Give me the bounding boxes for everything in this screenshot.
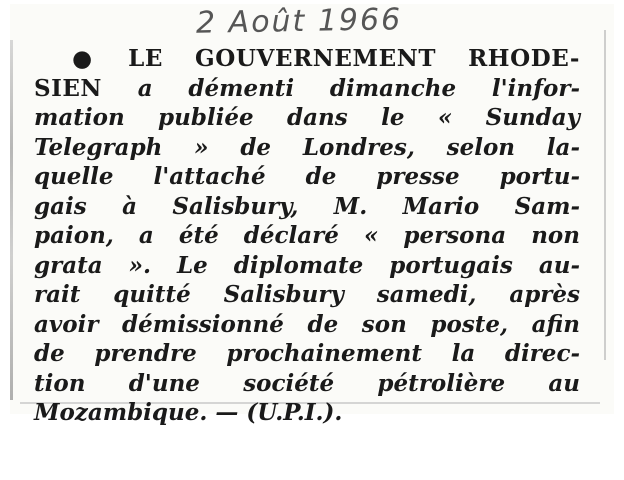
- article-line-13: Mozambique. — (U.P.I.).: [34, 399, 343, 426]
- handwritten-date: 2 Août 1966: [195, 2, 403, 41]
- clipping-edge-right: [604, 30, 606, 360]
- article-line-10: avoir démissionné de son poste, afin: [34, 310, 580, 338]
- article-line-7: paion, a été déclaré « persona non: [34, 222, 580, 249]
- clipping-edge-left: [10, 40, 13, 400]
- article-line-2-caps: SIEN: [34, 74, 102, 102]
- article-line-2: [34, 74, 580, 104]
- article-line-12: tion d'une société pétrolière au: [34, 369, 580, 397]
- article-line-2-text: a démenti dimanche l'infor-: [137, 74, 580, 102]
- bullet-icon: ●: [72, 45, 117, 72]
- article-line-5: quelle l'attaché de presse portu-: [34, 163, 580, 190]
- article-line-8: grata ». Le diplomate portugais au-: [34, 251, 580, 279]
- article-body: [34, 44, 580, 428]
- article-line-4: Telegraph » de Londres, selon la-: [34, 133, 580, 161]
- article-line-1: [34, 44, 580, 74]
- article-headline: LE GOUVERNEMENT RHODE-: [128, 45, 580, 72]
- article-line-6: gais à Salisbury, M. Mario Sam-: [34, 192, 580, 220]
- article-line-3: mation publiée dans le « Sunday: [34, 104, 580, 131]
- article-line-9: rait quitté Salisbury samedi, après: [34, 281, 580, 308]
- article-line-11: de prendre prochainement la direc-: [34, 340, 580, 367]
